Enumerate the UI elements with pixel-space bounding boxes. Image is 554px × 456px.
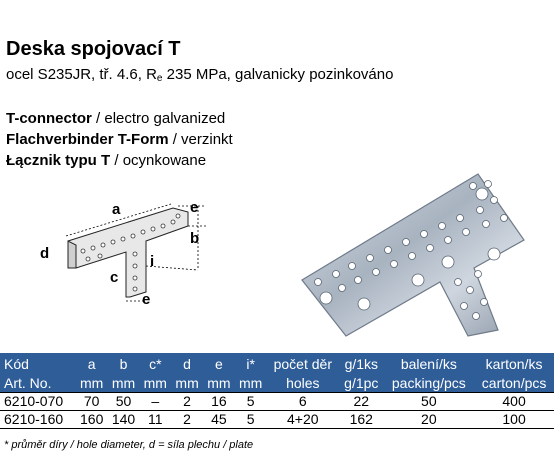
table-header-cell: karton/ks	[474, 353, 554, 374]
table-cell: 140	[108, 410, 140, 428]
name-pl-rest: / ocynkowane	[110, 152, 207, 169]
table-header-cell: holes	[267, 374, 340, 392]
spec-table	[0, 353, 554, 429]
name-de-bold: Flachverbinder T-Form	[6, 131, 169, 148]
table-cell: 6210-070	[0, 392, 76, 410]
table-header-cell: mm	[108, 374, 140, 392]
table-cell: 400	[474, 392, 554, 410]
name-en-rest: / electro galvanized	[91, 110, 226, 127]
t-plate-shape	[68, 208, 188, 297]
table-cell: –	[139, 392, 171, 410]
table-header-row-2	[0, 374, 554, 392]
table-header-cell: a	[76, 353, 108, 374]
table-header-cell: mm	[235, 374, 267, 392]
table-header-cell: e	[203, 353, 235, 374]
product-title: Deska spojovací T	[6, 38, 181, 60]
table-header-cell: Art. No.	[0, 374, 76, 392]
table-header-cell: d	[171, 353, 203, 374]
table-row	[0, 410, 554, 428]
table-cell: 6	[267, 392, 340, 410]
label-c: c	[110, 269, 119, 286]
table-cell: 2	[171, 392, 203, 410]
table-cell: 45	[203, 410, 235, 428]
name-pl	[6, 150, 233, 171]
table-cell: 50	[384, 392, 475, 410]
subtitle-post: 235 MPa, galvanicky pozinkováno	[162, 66, 394, 83]
label-b: b	[190, 230, 200, 247]
subtitle-pre: ocel S235JR, tř. 4.6, R	[6, 66, 157, 83]
table-cell: 162	[339, 410, 383, 428]
name-en-bold: T-connector	[6, 110, 92, 127]
table-header-cell: balení/ks	[384, 353, 475, 374]
table-header-cell: mm	[203, 374, 235, 392]
table-header-cell: mm	[139, 374, 171, 392]
table-header-cell: c*	[139, 353, 171, 374]
label-e-top: e	[190, 199, 199, 216]
t-plate-edge	[68, 241, 76, 268]
label-d: d	[40, 245, 50, 262]
table-cell: 5	[235, 392, 267, 410]
table-header-cell: b	[108, 353, 140, 374]
table-header-cell: carton/pcs	[474, 374, 554, 392]
label-i: i	[150, 253, 155, 270]
table-header-cell: packing/pcs	[384, 374, 475, 392]
table-header-cell: g/1pc	[339, 374, 383, 392]
product-photo	[298, 170, 528, 340]
product-names	[6, 108, 233, 171]
table-row	[0, 392, 554, 410]
table-cell: 22	[339, 392, 383, 410]
name-de	[6, 129, 233, 150]
name-pl-bold: Łącznik typu T	[6, 152, 111, 169]
technical-drawing	[38, 196, 233, 311]
table-header-cell: g/1ks	[339, 353, 383, 374]
subtitle-sub: e	[156, 73, 163, 84]
table-header-cell: Kód	[0, 353, 76, 374]
table-cell: 6210-160	[0, 410, 76, 428]
table-cell: 100	[474, 410, 554, 428]
table-header-cell: mm	[171, 374, 203, 392]
table-cell: 50	[108, 392, 140, 410]
table-header-cell: mm	[76, 374, 108, 392]
label-a: a	[112, 201, 121, 218]
table-header-row-1	[0, 353, 554, 374]
table-cell: 11	[139, 410, 171, 428]
table-cell: 20	[384, 410, 475, 428]
name-de-rest: / verzinkt	[168, 131, 233, 148]
table-cell: 16	[203, 392, 235, 410]
label-e-bottom: e	[142, 291, 151, 308]
table-cell: 160	[76, 410, 108, 428]
table-cell: 5	[235, 410, 267, 428]
table-cell: 2	[171, 410, 203, 428]
name-en	[6, 108, 233, 129]
table-header-cell: počet děr	[267, 353, 340, 374]
table-cell: 70	[76, 392, 108, 410]
table-header-cell: i*	[235, 353, 267, 374]
table-cell: 4+20	[267, 410, 340, 428]
product-subtitle	[6, 66, 393, 84]
footnote: * průměr díry / hole diameter, d = síla plechu / plate	[4, 439, 254, 451]
